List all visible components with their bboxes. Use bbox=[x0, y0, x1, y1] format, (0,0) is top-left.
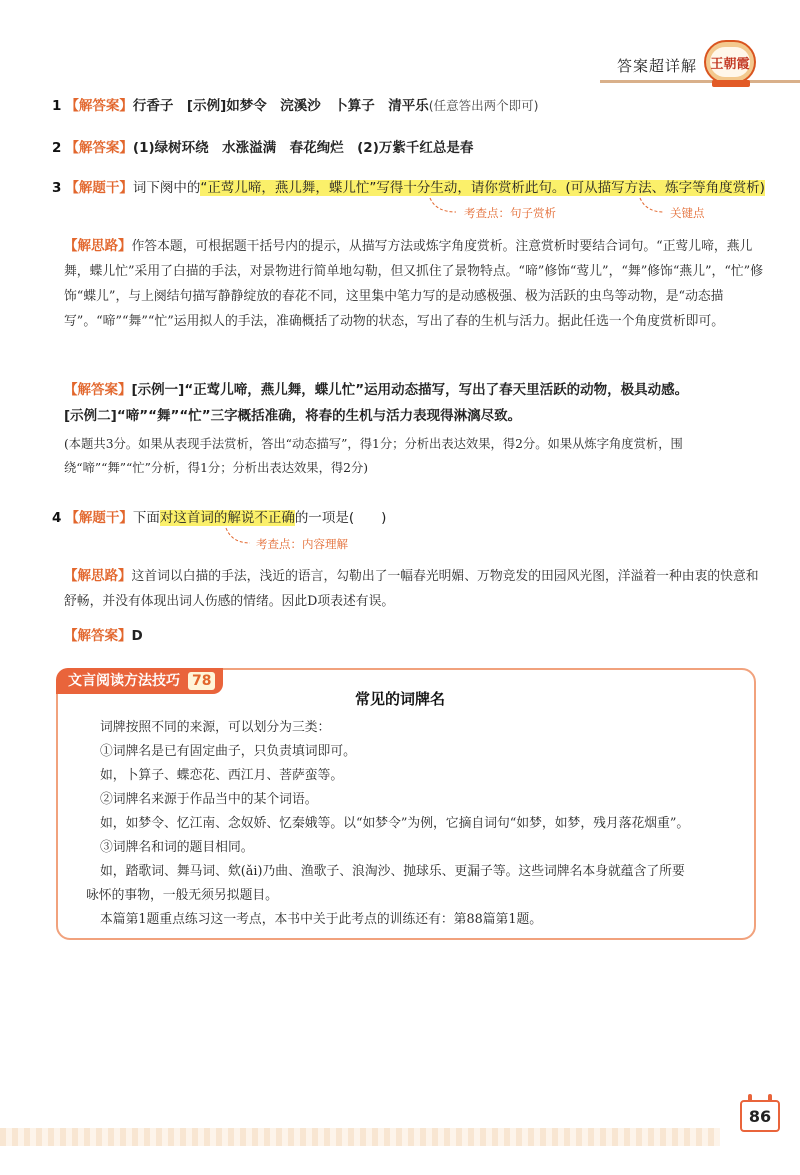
method-line: 如，卜算子、蝶恋花、西江月、菩萨蛮等。 bbox=[100, 768, 344, 783]
brand-logo bbox=[704, 40, 756, 84]
method-line: 词牌按照不同的来源，可以划分为三类： bbox=[100, 720, 331, 735]
analysis-tag: 【解思路】 bbox=[64, 568, 132, 584]
stem-highlight: 对这首词的解说不正确 bbox=[159, 510, 295, 526]
method-line: 咏怀的事物，一般无须另拟题目。 bbox=[86, 888, 278, 903]
answer-text: D bbox=[131, 628, 143, 644]
page-number: 86 bbox=[740, 1100, 780, 1132]
question-3-analysis bbox=[64, 234, 764, 334]
stem-hint-highlight: (可从描写方法、炼字等角度赏析) bbox=[565, 180, 765, 196]
callout-keyword: 关键点 bbox=[670, 206, 705, 220]
callout-key-point: 考查点：内容理解 bbox=[256, 537, 348, 551]
method-tips-number: 78 bbox=[188, 672, 215, 690]
answer-text: (1)绿树环绕 水涨溢满 春花绚烂 (2)万紫千红总是春 bbox=[132, 140, 474, 156]
question-number: 3 bbox=[52, 180, 62, 196]
question-4-stem bbox=[52, 508, 386, 528]
answer-example-2: [示例二]“啼”“舞”“忙”三字概括准确，将春的生机与活力表现得淋漓尽致。 bbox=[64, 408, 522, 424]
brand-logo-ribbon bbox=[712, 80, 750, 87]
question-number: 2 bbox=[52, 140, 62, 156]
question-3-answer-1 bbox=[64, 380, 688, 400]
method-line: ③词牌名和词的题目相同。 bbox=[100, 840, 254, 855]
answer-note: (任意答出两个即可) bbox=[428, 98, 539, 113]
stem-text-end: 的一项是( ) bbox=[294, 510, 387, 526]
method-line: 本篇第1题重点练习这一考点，本书中关于此考点的训练还有：第88篇第1题。 bbox=[100, 912, 543, 927]
question-4-answer bbox=[64, 626, 143, 646]
answer-tag: 【解答案】 bbox=[65, 98, 133, 114]
question-3-stem bbox=[52, 178, 765, 198]
stem-tag: 【解题干】 bbox=[65, 510, 133, 526]
header-title: 答案超详解 bbox=[617, 57, 698, 75]
stem-text: 下面 bbox=[132, 510, 160, 526]
method-line: ②词牌名来源于作品当中的某个词语。 bbox=[100, 792, 318, 807]
method-line: 如，踏歌词、舞马词、欸(ǎi)乃曲、渔歌子、浪淘沙、抛球乐、更漏子等。这些词牌名本身就蕴含了所要 bbox=[100, 864, 685, 879]
method-line: ①词牌名是已有固定曲子，只负责填词即可。 bbox=[100, 744, 356, 759]
brand-logo-text: 王朝霞 bbox=[710, 47, 750, 77]
answer-tag: 【解答案】 bbox=[64, 382, 132, 398]
question-4-analysis bbox=[64, 564, 764, 614]
method-tips-label: 文言阅读方法技巧 bbox=[68, 673, 180, 689]
question-2-answer bbox=[52, 138, 473, 158]
analysis-tag: 【解思路】 bbox=[64, 238, 132, 254]
question-number: 1 bbox=[52, 98, 62, 114]
question-3-answer-2 bbox=[64, 406, 521, 426]
stem-tag: 【解题干】 bbox=[65, 180, 133, 196]
analysis-text: 作答本题，可根据题干括号内的提示，从描写方法或炼字角度赏析。注意赏析时要结合词句。“正莺儿啼，燕儿舞，蝶儿忙”采用了白描的手法，对景物进行简单地勾勒，但又抓住了景物特点。“啼”修饰“莺儿”，“舞”修饰“燕儿”，“忙”修饰“蝶儿”，与上阕结句描写静静绽放的春花不同，这里集中笔力写的是动感极强、极为活跃的虫鸟等动物，是“动态描写”。“啼”“舞”“忙”运用拟人的手法，准确概括了动物的状态，写出了春的生机与活力。据此任选一个角度赏析即可。 bbox=[64, 239, 764, 329]
question-1-answer bbox=[52, 96, 539, 116]
answer-tag: 【解答案】 bbox=[64, 628, 132, 644]
method-line: 如，如梦令、忆江南、念奴娇、忆秦娥等。以“如梦令”为例，它摘自词句“如梦，如梦，残月落花烟重”。 bbox=[100, 816, 690, 831]
method-box-title: 常见的词牌名 bbox=[354, 690, 445, 708]
analysis-text: 这首词以白描的手法，浅近的语言，勾勒出了一幅春光明媚、万物竞发的田园风光图，洋溢着一种由衷的快意和舒畅，并没有体现出词人伤感的情绪。因此D项表述有误。 bbox=[64, 569, 759, 609]
stem-text: 词下阕中的 bbox=[132, 180, 201, 196]
answer-example-1: [示例一]“正莺儿啼，燕儿舞，蝶儿忙”运用动态描写，写出了春天里活跃的动物，极具动感。 bbox=[131, 382, 689, 398]
callout-key-point: 考查点：句子赏析 bbox=[464, 206, 556, 220]
footer-decoration bbox=[0, 1128, 720, 1146]
question-number: 4 bbox=[52, 510, 62, 526]
header-rule bbox=[600, 80, 800, 83]
question-3-scoring: (本题共3分。如果从表现手法赏析，答出“动态描写”，得1分；分析出表达效果，得2分。如果从炼字角度赏析，围绕“啼”“舞”“忙”分析，得1分；分析出表达效果，得2分) bbox=[64, 437, 683, 475]
answer-text: 行香子 [示例]如梦令 浣溪沙 卜算子 清平乐 bbox=[132, 98, 429, 114]
stem-highlight: “正莺儿啼，燕儿舞，蝶儿忙”写得十分生动，请你赏析此句。 bbox=[200, 180, 566, 196]
answer-tag: 【解答案】 bbox=[65, 140, 133, 156]
